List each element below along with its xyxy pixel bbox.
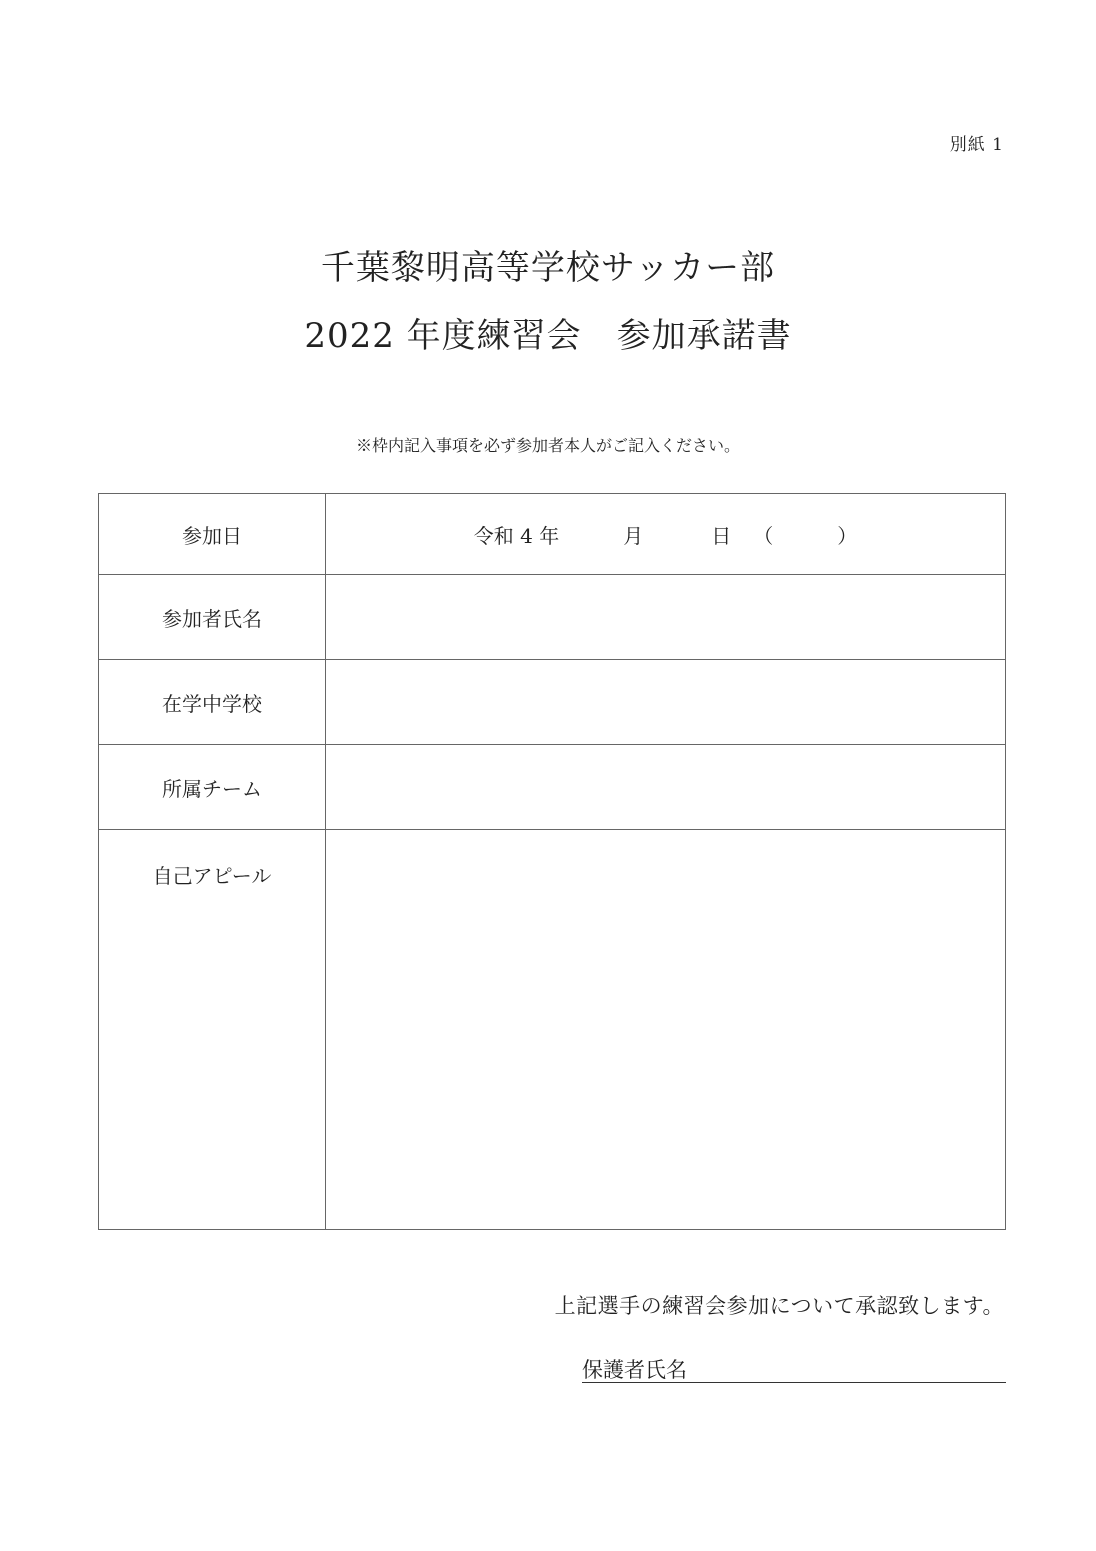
participation-date-field[interactable] [326, 494, 1006, 575]
self-appeal-label: 自己アピール [99, 830, 326, 1230]
notice-text: ※枠内記入事項を必ず参加者本人がご記入ください。 [355, 436, 740, 455]
date-era-year: 令和 4 年 [473, 523, 560, 548]
table-row [99, 494, 1006, 575]
table-row [99, 660, 1006, 745]
date-day-label: 日 [711, 523, 732, 548]
guardian-name-label: 保護者氏名 [582, 1358, 687, 1382]
weekday-paren-close: ） [837, 523, 858, 548]
participant-name-field[interactable] [326, 575, 1006, 660]
approval-statement: 上記選手の練習会参加について承認致します。 [554, 1294, 1004, 1318]
date-month-label: 月 [623, 523, 644, 548]
junior-high-school-field[interactable] [326, 660, 1006, 745]
team-label: 所属チーム [99, 745, 326, 830]
attachment-label: 別紙 1 [949, 135, 1004, 155]
self-appeal-field[interactable] [326, 830, 1006, 1230]
guardian-name-field[interactable] [582, 1354, 1006, 1383]
table-row [99, 830, 1006, 1230]
participant-name-label: 参加者氏名 [99, 575, 326, 660]
document-title-line2: 2022 年度練習会 参加承諾書 [304, 316, 792, 356]
table-row [99, 575, 1006, 660]
participation-form-table [98, 493, 1006, 1230]
table-row [99, 745, 1006, 830]
weekday-paren-open: （ [753, 523, 774, 548]
participation-date-label: 参加日 [99, 494, 326, 575]
document-title-line1: 千葉黎明高等学校サッカー部 [320, 248, 776, 288]
team-field[interactable] [326, 745, 1006, 830]
junior-high-school-label: 在学中学校 [99, 660, 326, 745]
